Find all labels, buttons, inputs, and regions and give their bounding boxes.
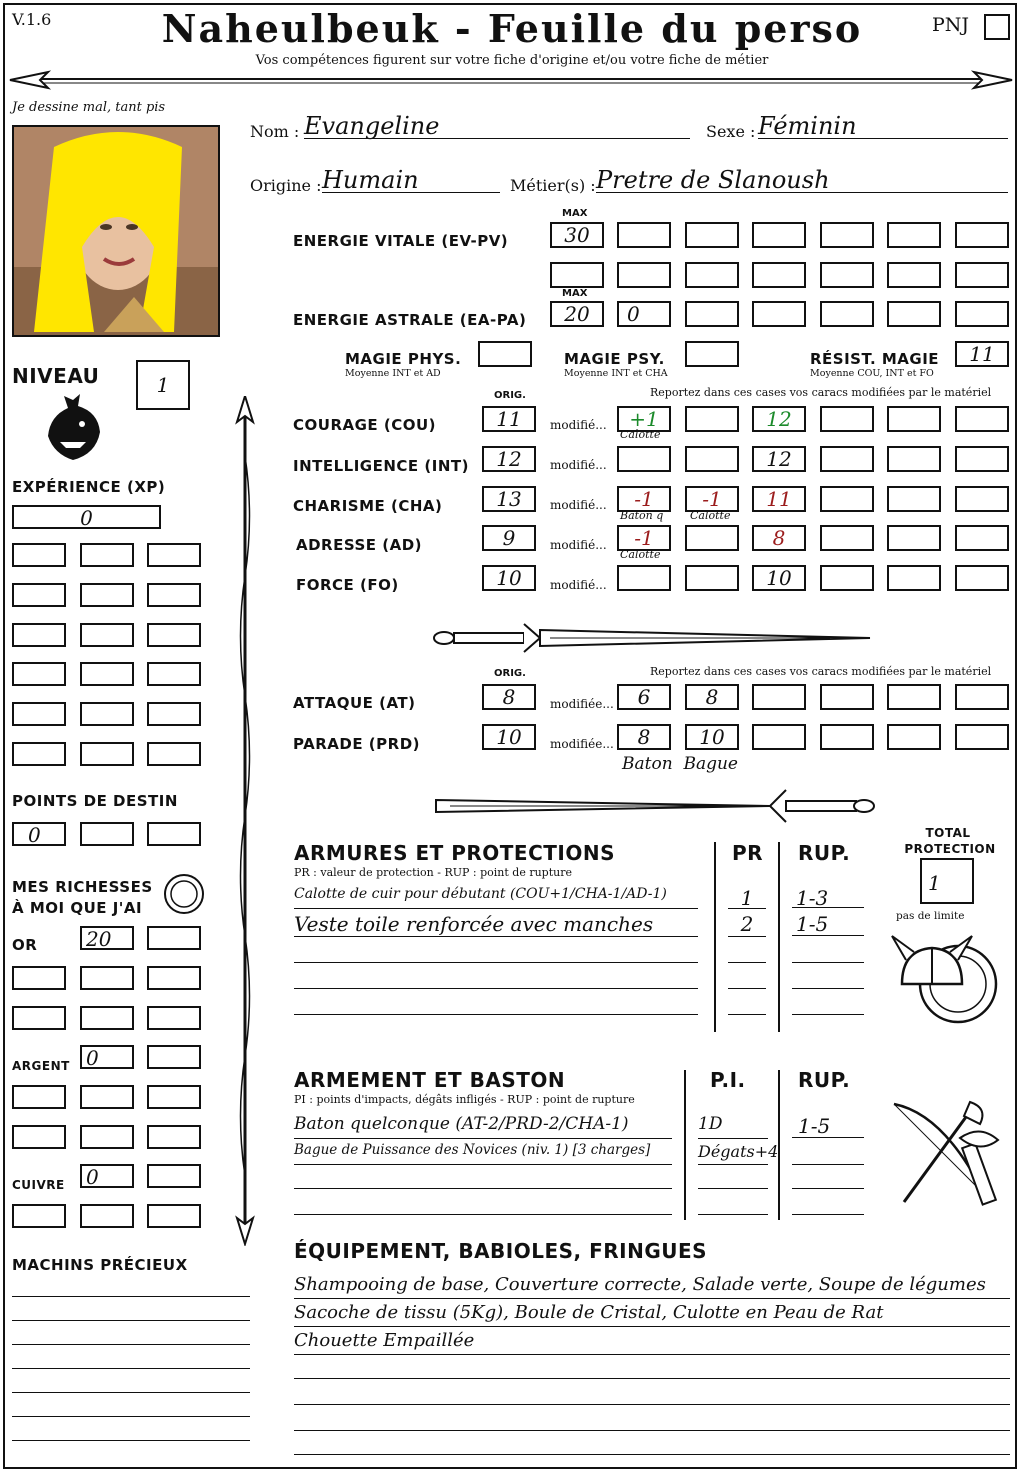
nom-label: Nom : [250, 122, 300, 141]
combat-orig-label: ORIG. [494, 668, 526, 679]
ev-box[interactable] [617, 262, 671, 288]
int-mod-box-3[interactable]: 12 [752, 446, 806, 472]
arme-line[interactable] [294, 1188, 672, 1189]
ad-mod-box-2[interactable] [685, 525, 739, 551]
int-mod-box[interactable] [887, 446, 941, 472]
or-label: OR [12, 936, 38, 954]
prd-modifie-label: modifiée... [550, 737, 614, 751]
metier-field[interactable]: Pretre de Slanoush [596, 166, 1008, 193]
arme-item-rup[interactable] [792, 1142, 864, 1165]
version-label: V.1.6 [12, 10, 52, 29]
cou-mod-box[interactable] [887, 406, 941, 432]
fo-label: FORCE (FO) [296, 576, 399, 594]
arme-line[interactable] [792, 1188, 864, 1189]
portrait-image [12, 125, 220, 337]
ea-box[interactable] [820, 301, 874, 327]
at-mod-box[interactable] [752, 684, 806, 710]
ad-mod-box[interactable] [887, 525, 941, 551]
machins-line[interactable] [12, 1392, 250, 1393]
at-mod-box[interactable] [955, 684, 1009, 710]
sexe-label: Sexe : [706, 122, 756, 141]
armures-col-sep [778, 842, 780, 1032]
xp-grid-box[interactable] [147, 742, 201, 766]
ev-max-box[interactable]: 30 [550, 222, 604, 248]
pnj-checkbox[interactable] [984, 14, 1010, 40]
xp-grid-box[interactable] [147, 702, 201, 726]
fo-mod-box[interactable] [887, 565, 941, 591]
pas-de-limite: pas de limite [896, 910, 965, 922]
ev-box[interactable] [685, 262, 739, 288]
pnj-label: PNJ [932, 14, 970, 36]
xp-grid-box[interactable] [147, 583, 201, 607]
cou-mod-box[interactable] [955, 406, 1009, 432]
destin-box[interactable] [80, 822, 134, 846]
armure-line[interactable] [294, 988, 698, 989]
armure-item-rup[interactable]: 1-3 [792, 886, 864, 908]
coin-icon [162, 872, 206, 916]
arme-line[interactable] [294, 1214, 672, 1215]
destin-box[interactable] [147, 822, 201, 846]
prd-mod-box[interactable] [887, 724, 941, 750]
destin-label: POINTS DE DESTIN [12, 792, 178, 810]
cou-modifie-label: modifié... [550, 418, 607, 432]
xp-grid-box[interactable] [80, 623, 134, 647]
armure-line[interactable] [728, 962, 766, 963]
resist-magie-label: RÉSIST. MAGIE [810, 350, 940, 368]
caracs-note: Reportez dans ces cases vos caracs modifiées par le matériel [650, 386, 992, 399]
int-mod-box[interactable] [820, 446, 874, 472]
cou-mod-note: Calotte [620, 428, 661, 441]
total-label-2: PROTECTION [904, 842, 996, 856]
cuivre-box[interactable] [12, 1204, 66, 1228]
cha-mod-note-2: Calotte [690, 509, 731, 522]
argent-box[interactable] [80, 1125, 134, 1149]
at-mod-box-2[interactable]: 8 [685, 684, 739, 710]
equipement-line[interactable] [294, 1378, 1010, 1379]
machins-line[interactable] [12, 1296, 250, 1297]
ev-box[interactable] [752, 222, 806, 248]
or-box[interactable]: 20 [80, 926, 134, 950]
equipement-line[interactable] [294, 1404, 1010, 1405]
or-box[interactable] [147, 926, 201, 950]
magie-phys-label: MAGIE PHYS. [345, 350, 462, 368]
cuivre-box[interactable] [147, 1204, 201, 1228]
machins-line[interactable] [12, 1416, 250, 1417]
cuivre-box[interactable] [147, 1164, 201, 1188]
ev-box[interactable] [955, 262, 1009, 288]
xp-grid-box[interactable] [12, 583, 66, 607]
orig-label: ORIG. [494, 390, 526, 401]
xp-grid-box[interactable] [12, 543, 66, 567]
machins-line[interactable] [12, 1344, 250, 1345]
ea-box[interactable] [887, 301, 941, 327]
or-box[interactable] [147, 1006, 201, 1030]
xp-grid-box[interactable] [147, 662, 201, 686]
origine-field[interactable]: Humain [322, 166, 500, 193]
or-box[interactable] [80, 1006, 134, 1030]
armure-item-rup[interactable]: 1-5 [792, 912, 864, 936]
sword-icon [430, 618, 880, 658]
cuivre-box[interactable]: 0 [80, 1164, 134, 1188]
pi-label: P.I. [710, 1068, 746, 1092]
xp-grid-box[interactable] [147, 623, 201, 647]
machins-label: MACHINS PRÉCIEUX [12, 1256, 188, 1274]
int-label: INTELLIGENCE (INT) [293, 457, 469, 475]
magie-psy-box[interactable] [685, 341, 739, 367]
arme-item-name[interactable]: Baton quelconque (AT-2/PRD-2/CHA-1) [294, 1114, 672, 1139]
armement-col-sep [684, 1070, 686, 1220]
cuivre-box[interactable] [80, 1204, 134, 1228]
nom-field[interactable]: Evangeline [304, 112, 690, 139]
cha-mod-box[interactable] [820, 486, 874, 512]
cou-label: COURAGE (COU) [293, 416, 437, 434]
ea-box[interactable] [685, 301, 739, 327]
ad-mod-box-1[interactable]: -1 [617, 525, 671, 551]
ad-mod-box-3[interactable]: 8 [752, 525, 806, 551]
resist-magie-sub: Moyenne COU, INT et FO [810, 368, 934, 379]
origine-label: Origine : [250, 176, 322, 195]
int-modifie-label: modifié... [550, 458, 607, 472]
at-orig-box[interactable]: 8 [482, 684, 536, 710]
cou-mod-box[interactable] [820, 406, 874, 432]
total-label: TOTAL [925, 826, 971, 840]
richesses-label-2: À MOI QUE J'AI [12, 899, 143, 917]
xp-grid-box[interactable] [80, 543, 134, 567]
equipement-line[interactable]: Shampooing de base, Couverture correcte, Salade verte, Soupe de légumes [294, 1274, 1010, 1299]
armures-col-sep [714, 842, 716, 1032]
armure-item-name[interactable]: Veste toile renforcée avec manches [294, 912, 698, 937]
cha-mod-box[interactable] [955, 486, 1009, 512]
at-mod-box[interactable] [820, 684, 874, 710]
at-mod-box-1[interactable]: 6 [617, 684, 671, 710]
armure-item-pr[interactable]: 1 [728, 886, 766, 909]
equipement-title: ÉQUIPEMENT, BABIOLES, FRINGUES [294, 1239, 708, 1263]
pr-label: PR [732, 841, 764, 865]
xp-label: EXPÉRIENCE (XP) [12, 478, 166, 496]
int-mod-box-1[interactable] [617, 446, 671, 472]
fo-mod-box-2[interactable] [685, 565, 739, 591]
niveau-box[interactable]: 1 [136, 360, 190, 410]
machins-line[interactable] [12, 1368, 250, 1369]
cou-orig-box[interactable]: 11 [482, 406, 536, 432]
machins-line[interactable] [12, 1320, 250, 1321]
niveau-label: NIVEAU [12, 364, 100, 388]
xp-grid-box[interactable] [12, 702, 66, 726]
arme-line[interactable] [698, 1214, 768, 1215]
ev-box[interactable] [820, 262, 874, 288]
ad-label: ADRESSE (AD) [296, 536, 423, 554]
fo-mod-box[interactable] [820, 565, 874, 591]
or-box[interactable] [12, 1006, 66, 1030]
resist-magie-box[interactable]: 11 [955, 341, 1009, 367]
argent-box[interactable] [12, 1085, 66, 1109]
prd-mod-box[interactable] [955, 724, 1009, 750]
fo-modifie-label: modifié... [550, 578, 607, 592]
helmet-shield-icon [888, 924, 1004, 1036]
cou-mod-box-2[interactable] [685, 406, 739, 432]
or-box[interactable] [147, 966, 201, 990]
vertical-spear-icon [230, 396, 260, 1246]
ea-label: ENERGIE ASTRALE (EA-PA) [293, 311, 527, 329]
armure-item-pr[interactable]: 2 [728, 912, 766, 937]
armure-line[interactable] [792, 1014, 864, 1015]
ea-current-box[interactable]: 0 [617, 301, 671, 327]
ev-box[interactable] [955, 222, 1009, 248]
combat-note: Reportez dans ces cases vos caracs modifiées par le matériel [650, 665, 992, 678]
destin-box[interactable]: 0 [12, 822, 66, 846]
metier-label: Métier(s) : [510, 176, 596, 195]
xp-box[interactable]: 0 [12, 505, 161, 529]
arme-item-rup[interactable]: 1-5 [792, 1114, 864, 1138]
ad-modifie-label: modifié... [550, 538, 607, 552]
xp-grid-box[interactable] [80, 702, 134, 726]
argent-label: ARGENT [12, 1059, 70, 1073]
at-modifie-label: modifiée... [550, 697, 614, 711]
sheet-subtitle: Vos compétences figurent sur votre fiche d'origine et/ou votre fiche de métier [255, 53, 769, 68]
portrait-caption: Je dessine mal, tant pis [12, 100, 166, 115]
armement-col-sep [778, 1070, 780, 1220]
armement-title: ARMEMENT ET BASTON [294, 1068, 566, 1092]
or-box[interactable] [80, 966, 134, 990]
fo-mod-box[interactable] [955, 565, 1009, 591]
int-mod-box-2[interactable] [685, 446, 739, 472]
cha-mod-box[interactable] [887, 486, 941, 512]
ev-box[interactable] [752, 262, 806, 288]
magie-phys-sub: Moyenne INT et AD [345, 368, 441, 379]
ev-box[interactable] [887, 222, 941, 248]
armure-line[interactable] [728, 988, 766, 989]
armure-line[interactable] [728, 1014, 766, 1015]
ea-box[interactable] [955, 301, 1009, 327]
xp-grid-box[interactable] [12, 623, 66, 647]
total-protection-box[interactable]: 1 [920, 858, 974, 904]
xp-grid-box[interactable] [12, 742, 66, 766]
prd-mod-box-1[interactable]: 8 [617, 724, 671, 750]
armures-sub: PR : valeur de protection - RUP : point de rupture [294, 866, 572, 879]
equipement-line[interactable] [294, 1454, 1010, 1455]
armure-line[interactable] [294, 962, 698, 963]
ad-orig-box[interactable]: 9 [482, 525, 536, 551]
armures-rup-label: RUP. [798, 841, 851, 865]
ev-box[interactable] [820, 222, 874, 248]
cou-mod-box-1[interactable]: +1 [617, 406, 671, 432]
ea-box[interactable] [752, 301, 806, 327]
xp-grid-box[interactable] [12, 662, 66, 686]
prd-label: PARADE (PRD) [293, 735, 421, 753]
armure-line[interactable] [792, 962, 864, 963]
xp-grid-box[interactable] [80, 742, 134, 766]
armures-title: ARMURES ET PROTECTIONS [294, 841, 615, 865]
richesses-label: MES RICHESSES [12, 878, 153, 896]
armement-rup-label: RUP. [798, 1068, 851, 1092]
arme-item-pi[interactable]: 1D [698, 1114, 768, 1139]
weapons-icon [884, 1094, 1004, 1218]
ev-label: ENERGIE VITALE (EV-PV) [293, 232, 509, 250]
ea-max-box[interactable]: 20 [550, 301, 604, 327]
ev-box[interactable] [550, 262, 604, 288]
cha-mod-note-1: Baton q [620, 509, 664, 522]
sheet-title: Naheulbeuk - Feuille du perso [161, 6, 863, 51]
armure-line[interactable] [792, 988, 864, 989]
ev-box[interactable] [685, 222, 739, 248]
fo-mod-box-1[interactable] [617, 565, 671, 591]
fo-orig-box[interactable]: 10 [482, 565, 536, 591]
sword-icon [430, 784, 880, 828]
magie-phys-box[interactable] [478, 341, 532, 367]
ad-mod-box[interactable] [955, 525, 1009, 551]
int-orig-box[interactable]: 12 [482, 446, 536, 472]
cou-mod-box-3[interactable]: 12 [752, 406, 806, 432]
cha-mod-box-2[interactable]: -1 [685, 486, 739, 512]
machins-line[interactable] [12, 1440, 250, 1441]
armure-item-name[interactable]: Calotte de cuir pour débutant (COU+1/CHA-1/AD-1) [294, 886, 698, 909]
sexe-field[interactable]: Féminin [758, 112, 1008, 139]
armement-sub: PI : points d'impacts, dégâts infligés - RUP : point de rupture [294, 1093, 635, 1106]
ev-box[interactable] [887, 262, 941, 288]
at-label: ATTAQUE (AT) [293, 694, 416, 712]
cha-label: CHARISME (CHA) [293, 497, 443, 515]
argent-box[interactable] [147, 1045, 201, 1069]
dragon-icon [40, 392, 106, 464]
magie-psy-sub: Moyenne INT et CHA [564, 368, 668, 379]
argent-box[interactable] [80, 1085, 134, 1109]
int-mod-box[interactable] [955, 446, 1009, 472]
equipement-line[interactable]: Chouette Empaillée [294, 1330, 1010, 1355]
cha-modifie-label: modifié... [550, 498, 607, 512]
at-mod-box[interactable] [887, 684, 941, 710]
ev-max-label: MAX [562, 208, 588, 219]
arme-item-name[interactable]: Bague de Puissance des Novices (niv. 1) [3 charges] [294, 1142, 672, 1165]
xp-grid-box[interactable] [80, 662, 134, 686]
argent-box[interactable] [12, 1125, 66, 1149]
prd-mod-box[interactable] [752, 724, 806, 750]
prd-mod-box[interactable] [820, 724, 874, 750]
spear-divider-icon [8, 64, 1016, 94]
magie-psy-label: MAGIE PSY. [564, 350, 665, 368]
cuivre-label: CUIVRE [12, 1178, 65, 1192]
cha-mod-box-1[interactable]: -1 [617, 486, 671, 512]
cha-mod-box-3[interactable]: 11 [752, 486, 806, 512]
xp-grid-box[interactable] [80, 583, 134, 607]
ea-max-label: MAX [562, 288, 588, 299]
argent-box[interactable]: 0 [80, 1045, 134, 1069]
or-box[interactable] [12, 966, 66, 990]
ad-mod-note: Calotte [620, 548, 661, 561]
armure-line[interactable] [294, 1014, 698, 1015]
prd-orig-box[interactable]: 10 [482, 724, 536, 750]
arme-line[interactable] [698, 1188, 768, 1189]
xp-grid-box[interactable] [147, 543, 201, 567]
ev-box[interactable] [617, 222, 671, 248]
arme-line[interactable] [792, 1214, 864, 1215]
cha-orig-box[interactable]: 13 [482, 486, 536, 512]
argent-box[interactable] [147, 1085, 201, 1109]
fo-mod-box-3[interactable]: 10 [752, 565, 806, 591]
argent-box[interactable] [147, 1125, 201, 1149]
equipement-line[interactable]: Sacoche de tissu (5Kg), Boule de Cristal, Culotte en Peau de Rat [294, 1302, 1010, 1327]
equipement-line[interactable] [294, 1430, 1010, 1431]
prd-mod-box-2[interactable]: 10 [685, 724, 739, 750]
ad-mod-box[interactable] [820, 525, 874, 551]
combat-notes: Baton Bague [622, 754, 738, 774]
arme-item-pi[interactable]: Dégats+4 [698, 1142, 768, 1165]
